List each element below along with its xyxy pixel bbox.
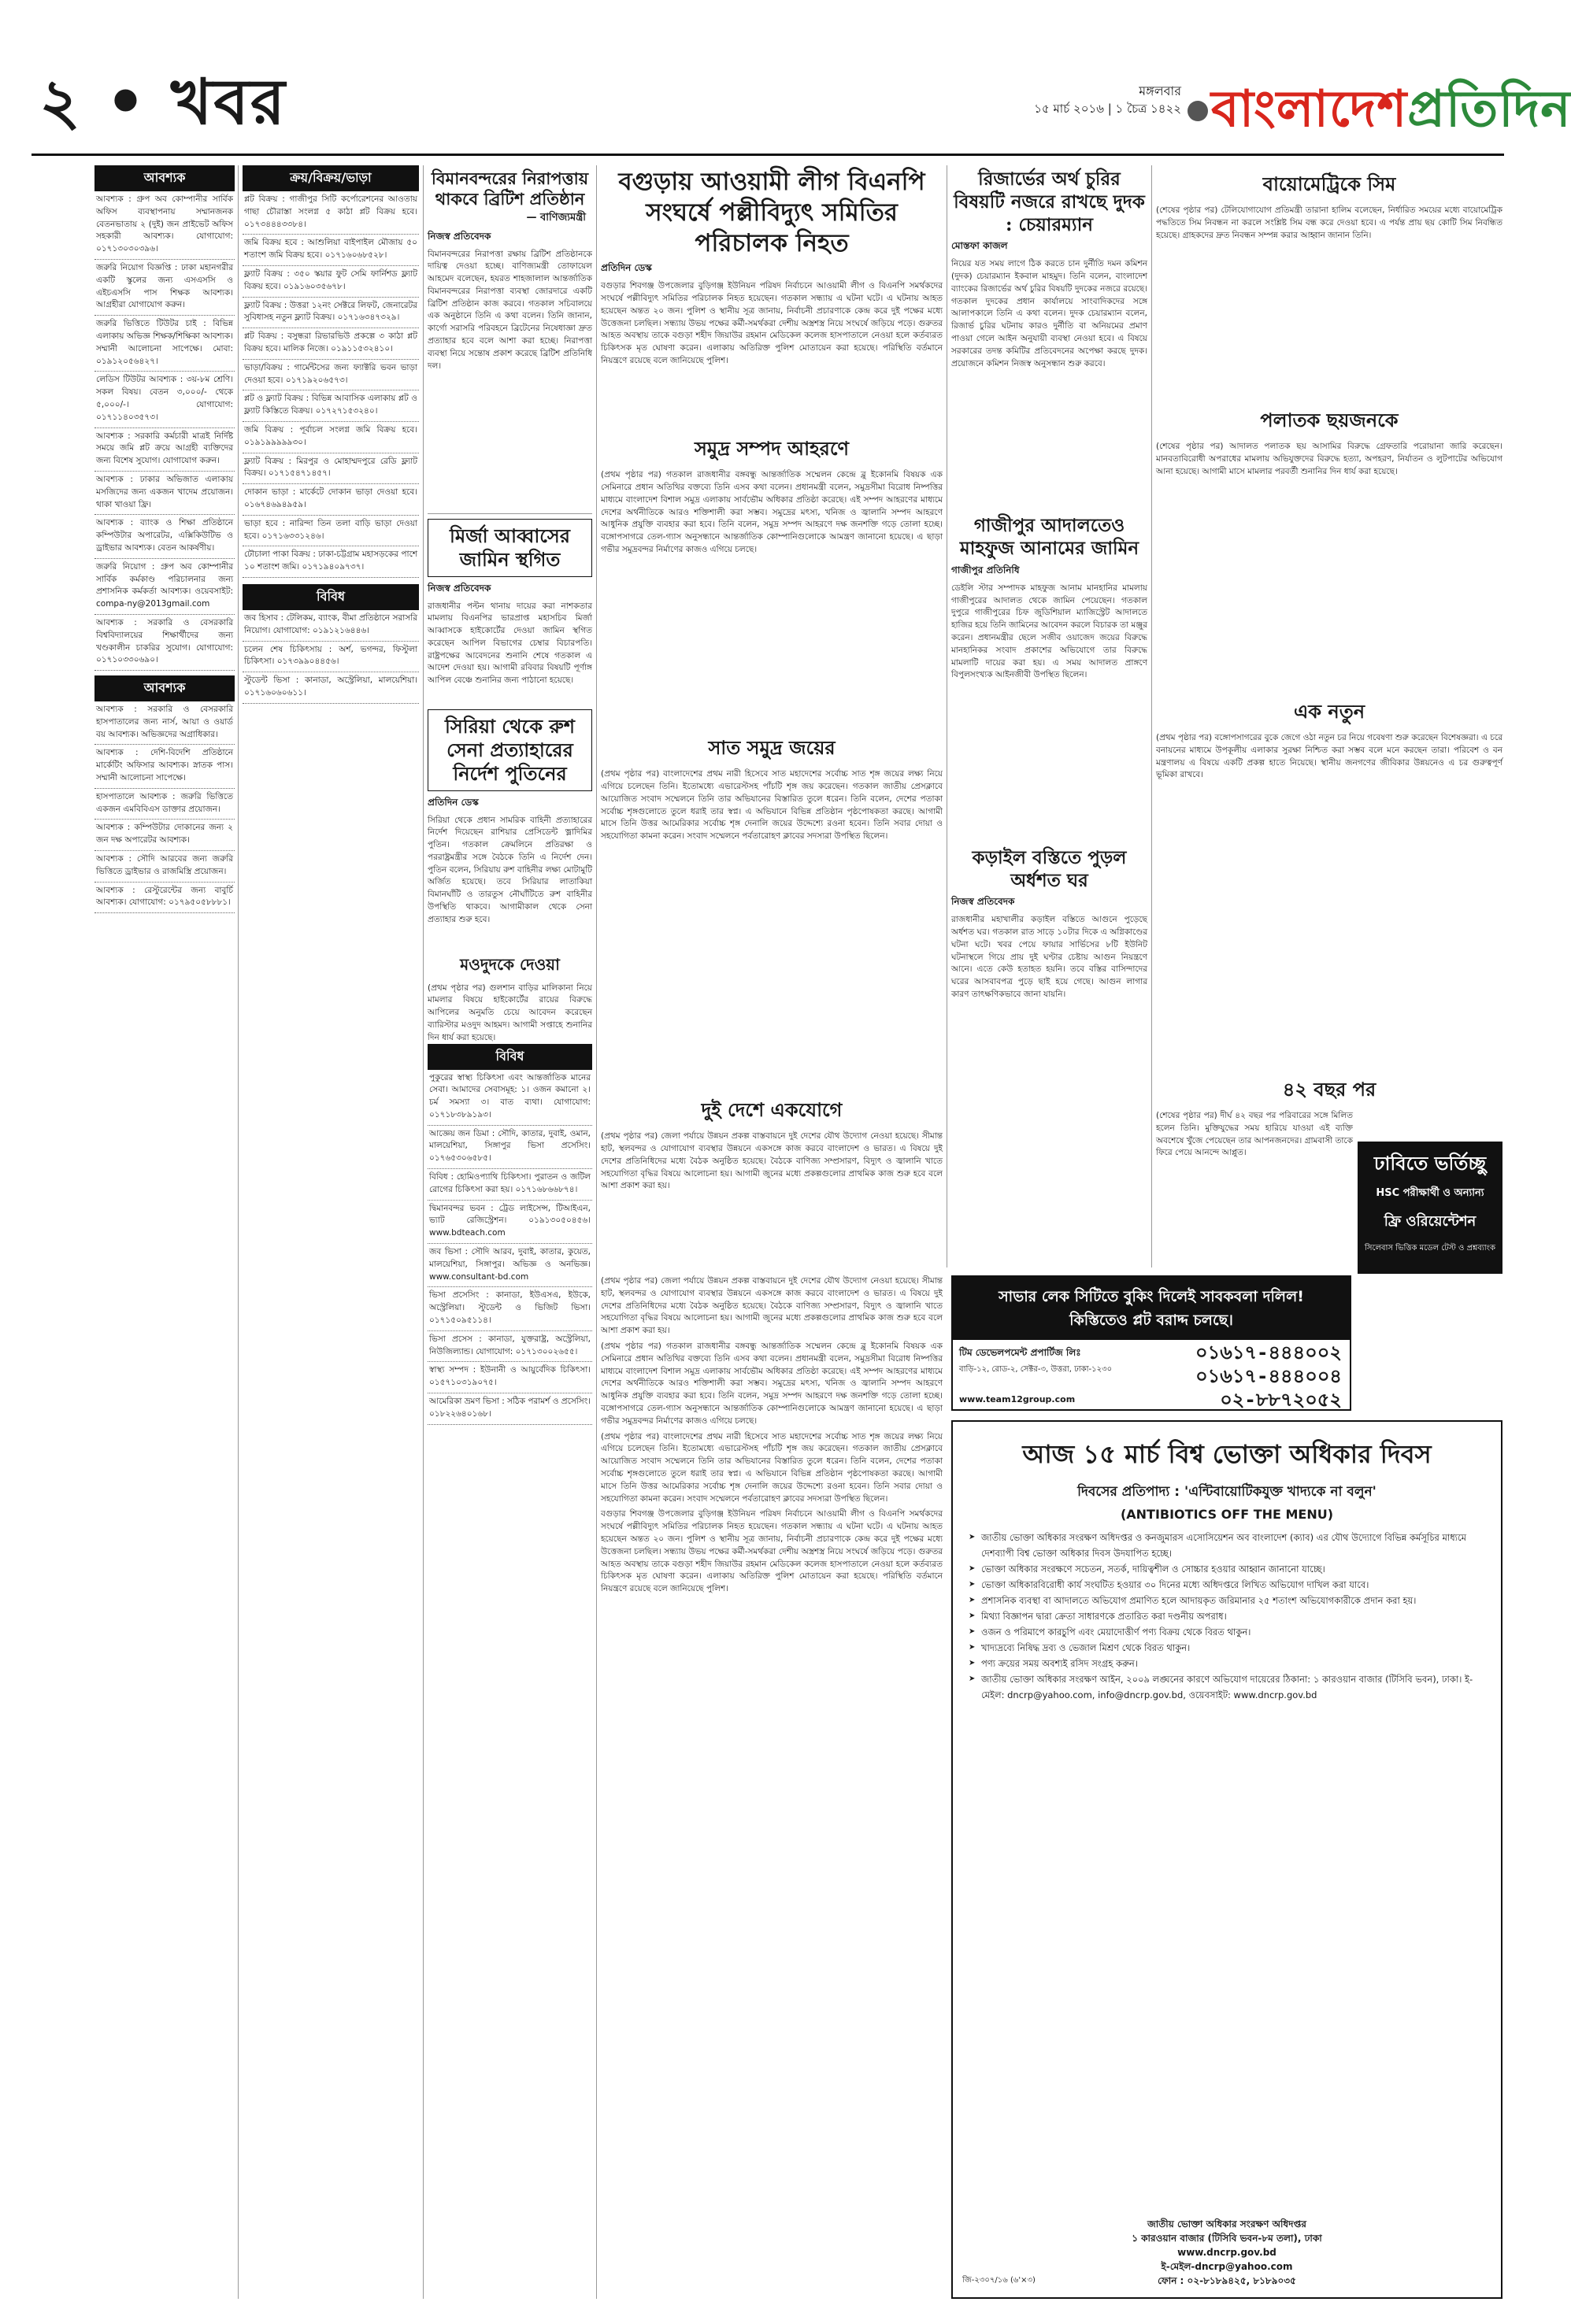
byline-bogura: প্রতিদিন ডেস্ক [601, 262, 652, 274]
realestate-ad: ফ্ল্যাট বিক্রয় : ৩৫০ স্কয়ার ফুট সেমি ফার্নিশড ফ্ল্যাট বিক্রয় হবে। ০১৯১৬০৩৫৬৭৮। [243, 266, 419, 298]
headline-mirza: মির্জা আব্বাসের জামিন স্থগিত [450, 524, 570, 571]
misc-ad: বিবিধ : হোমিওপ্যাথি চিকিৎসা। পুরাতন ও জটিল রোগের চিকিৎসা করা হয়। ০১৭১৬৮৬৬৮৭৪। [428, 1169, 592, 1201]
consumer-ad-title: আজ ১৫ মার্চ বিশ্ব ভোক্তা অধিকার দিবস [1022, 1439, 1432, 1469]
newspaper-logo [1211, 71, 1571, 155]
story-syria: সিরিয়া থেকে প্রধান সামরিক বাহিনী প্রত্যাহারের নির্দেশ দিয়েছেন রাশিয়ার প্রেসিডেন্ট ভ্লাদিমির পুতিন। গতকাল ক্রেমলিনে প্রতিরক্ষা ও পররাষ্ট্রমন্ত্রীর সঙ্গে বৈঠকে তিনি এ নির্দেশ দেন। পুতিন বলেন, সিরিয়ায় রুশ বাহিনীর লক্ষ্য মোটামুটি অর্জিত হয়েছে। তবে সিরিয়ার লাতাকিয়া বিমানঘাঁটি ও তারতুস নৌঘাঁটিতে রুশ বাহিনীর উপস্থিতি থাকবে। আগামীকাল থেকে সেনা প্রত্যাহার শুরু হবে। [428, 815, 592, 924]
consumer-ad-code: জি-২৩০৭/১৬ (৬'×৩) [962, 2276, 1036, 2285]
hsc-ad[interactable] [1358, 1142, 1502, 1274]
headline-reserve: রিজার্ভের অর্থ চুরির বিষয়টি নজরে রাখছে দুদক : চেয়ারম্যান [954, 168, 1145, 235]
story-two-countries: (প্রথম পৃষ্ঠার পর) জেলা পর্যায়ে উন্নয়ন প্রকল্প বাস্তবায়নে দুই দেশের যৌথ উদ্যোগ নেওয়া হয়েছে। সীমান্ত হাট, স্থলবন্দর ও যোগাযোগ ব্যবস্থার উন্নয়নে একসঙ্গে কাজ করবে বাংলাদেশ ও ভারত। এ বিষয়ে দুই দেশের প্রতিনিধিদের মধ্যে বৈঠক অনুষ্ঠিত হয়েছে। বৈঠকে বাণিজ্য সম্প্রসারণ, বিদ্যুৎ ও জ্বালানি খাতে সহযোগিতা বৃদ্ধির বিষয়ে আলোচনা হয়। আগামী জুনের মধ্যে প্রকল্পগুলোর প্রাথমিক কাজ শুরু হবে বলে আশা প্রকাশ করা হয়। [601, 1131, 943, 1191]
news-column-6 [1156, 165, 1502, 1252]
story-absconding: (শেষের পৃষ্ঠার পর) আদালত পলাতক ছয় আসামির বিরুদ্ধে গ্রেফতারি পরোয়ানা জারি করেছেন। মানবতাবিরোধী অপরাধের মামলায় অভিযুক্তদের বিরুদ্ধে হত্যা, অপহরণ, নির্যাতন ও লুটপাটের অভিযোগ আনা হয়েছে। আগামী মাসে মামলার পরবর্তী শুনানির দিন ধার্য করা হয়েছে। [1156, 442, 1502, 476]
consumer-ad-point: ➤ জাতীয় ভোক্তা অধিকার সংরক্ষণ আইন, ২০০৯ লঙ্ঘনের কারণে অভিযোগ দায়েরের ঠিকানা: ১ কারওয়ান বাজার (টিসিবি ভবন), ঢাকা। ই-মেইল: dncrp@yahoo.com, info@dncrp.gov.bd, ওয়েবসাইট: www.dncrp.gov.bd [969, 1671, 1485, 1703]
headline-korail: কড়াইল বস্তিতে পুড়ল অর্ধশত ঘর [972, 846, 1127, 891]
headline-seven-seas: সাত সমুদ্র জয়ের [708, 736, 836, 760]
headline-new: এক নতুন [1293, 700, 1365, 723]
realestate-ad: প্লট ও ফ্ল্যাট বিক্রয় : বিভিন্ন আবাসিক এলাকায় প্লট ও ফ্ল্যাট কিস্তিতে বিক্রয়। ০১৭২৭১৫৩২৪০। [243, 390, 419, 422]
headline-bogura: বগুড়ায় আওয়ামী লীগ বিএনপি সংঘর্ষে পল্লীবিদ্যুৎ সমিতির পরিচালক নিহত [618, 168, 925, 257]
classified-ad: হাসপাতালে আবশ্যক : জরুরি ভিত্তিতে একজন এমবিবিএস ডাক্তার প্রয়োজন। [94, 789, 235, 820]
realestate-column [243, 165, 419, 2299]
headline-sea: সমুদ্র সম্পদ আহরণে [694, 437, 850, 461]
story-seven-seas: (প্রথম পৃষ্ঠার পর) বাংলাদেশের প্রথম নারী হিসেবে সাত মহাদেশের সর্বোচ্চ সাত শৃঙ্গ জয়ের লক্ষ্য নিয়ে এগিয়ে চলেছেন তিনি। ইতোমধ্যে এভারেস্টসহ পাঁচটি শৃঙ্গ জয় করেছেন। গতকাল জাতীয় প্রেসক্লাবে আয়োজিত সংবাদ সম্মেলনে তিনি তার অভিযানের বিস্তারিত তুলে ধরেন। তিনি বলেন, দেশের পতাকা সর্বোচ্চ শৃঙ্গগুলোতে তুলে ধরাই তার স্বপ্ন। এ অভিযানে বিভিন্ন প্রতিষ্ঠান পৃষ্ঠপোষকতা করছে। আগামী মাসে তিনি উত্তর আমেরিকার সর্বোচ্চ শৃঙ্গ দেনালি জয়ের উদ্দেশ্যে রওনা হবেন। তিনি সবার দোয়া ও সহযোগিতা কামনা করেন। সংবাদ সম্মেলনে পর্বতারোহণ ক্লাবের সদস্যরা উপস্থিত ছিলেন। [601, 769, 943, 842]
headline-two-countries: দুই দেশে একযোগে [701, 1098, 843, 1122]
hsc-ad-title: ঢাবিতে ভর্তিচ্ছু [1373, 1153, 1487, 1175]
consumer-ad-email[interactable]: ই-মেইল-dncrp@yahoo.com [1161, 2261, 1293, 2272]
classified-ad: আবশ্যক : ব্যাংক ও শিক্ষা প্রতিষ্ঠানে কম্পিউটার অপারেটর, এক্সিকিউটিভ ও ড্রাইভার আবশ্যক। বেতন আকর্ষণীয়। [94, 515, 235, 558]
mirza-headline-box [428, 519, 592, 577]
logo-part2: প্রতিদিন [1407, 80, 1571, 139]
misc-ad: স্বাস্থ্য সম্পদ : ইউনানী ও আয়ুর্বেদিক চিকিৎসা। ০১৫৭১০৩১৯০৭৫। [428, 1362, 592, 1393]
savar-ad-address: বাড়ি-১২, রোড-২, সেক্টর-৩, উত্তরা, ঢাকা-১২৩০ [959, 1365, 1113, 1374]
news-column-lead [601, 165, 943, 1275]
story-bogura-continued: বগুড়ার শিবগঞ্জ উপজেলার বুড়িগঞ্জ ইউনিয়ন পরিষদ নির্বাচনে আওয়ামী লীগ ও বিএনপি সমর্থকদের সংঘর্ষে পল্লীবিদ্যুৎ সমিতির পরিচালক নিহত হয়েছেন। গতকাল সন্ধ্যায় এ ঘটনা ঘটে। এ ঘটনায় আহত হয়েছেন অন্তত ২০ জন। পুলিশ ও স্থানীয় সূত্র জানায়, নির্বাচনী প্রচারণাকে কেন্দ্র করে দুই পক্ষের মধ্যে উত্তেজনা চলছিল। সন্ধ্যায় উভয় পক্ষের কর্মী-সমর্থকরা দেশীয় অস্ত্রশস্ত্র নিয়ে সংঘর্ষে জড়িয়ে পড়ে। গুরুতর আহত অবস্থায় তাকে বগুড়া শহীদ জিয়াউর রহমান মেডিকেল কলেজ হাসপাতালে নেওয়া হলে কর্তব্যরত চিকিৎসক মৃত ঘোষণা করেন। এলাকায় অতিরিক্ত পুলিশ মোতায়েন করা হয়েছে। পরিস্থিতি বর্তমানে নিয়ন্ত্রণে রয়েছে বলে জানিয়েছে পুলিশ। [601, 1509, 943, 1594]
consumer-ad-address: ১ কারওয়ান বাজার (টিসিবি ভবন-৮ম তলা), ঢাকা [1132, 2233, 1322, 2244]
classified-list [94, 191, 235, 671]
classified-category-head-2: আবশ্যক [94, 675, 235, 701]
column-rule [596, 165, 597, 2299]
column-rule [238, 165, 239, 2299]
consumer-ad-point: ➤ ভোক্তা অধিকারবিরোধী কার্য সংঘটিত হওয়ার ৩০ দিনের মধ্যে অধিদপ্তরে লিখিত অভিযোগ দাখিল করা যাবে। [969, 1577, 1485, 1593]
consumer-ad-english-theme: (ANTIBIOTICS OFF THE MENU) [1120, 1507, 1334, 1522]
headline-syria: সিরিয়া থেকে রুশ সেনা প্রত্যাহারের নির্দেশ পুতিনের [445, 714, 575, 785]
consumer-ad-point: ➤ প্রশাসনিক ব্যবস্থা বা আদালতে অভিযোগ প্রমাণিত হলে আদায়কৃত জরিমানার ২৫ শতাংশ অভিযোগকারীকে প্রদান করা হয়। [969, 1593, 1485, 1608]
consumer-rights-day-ad [951, 1420, 1502, 2299]
realestate-list [243, 191, 419, 578]
classified-ad: আবশ্যক : গ্রুপ অব কোম্পানীর সার্বিক অফিস ব্যবস্থাপনায় সম্মানজনক বেতনভাতায় ২ (দুই) জন প্রাইভেট অফিস সহকারী আবশ্যক। যোগাযোগ: ০১৭১৩০৩০৩৯৬। [94, 191, 235, 260]
story-divider [428, 513, 592, 514]
misc-ad: স্টুডেন্ট ভিসা : কানাডা, অস্ট্রেলিয়া, মালয়েশিয়া। ০১৭১৬০৬০৬১১। [243, 672, 419, 704]
misc-list-2 [428, 1331, 592, 1425]
classified-list-2 [94, 701, 235, 913]
hsc-ad-subtitle: HSC পরীক্ষার্থী ও অন্যান্য [1376, 1187, 1484, 1199]
hsc-ad-orientation: ফ্রি ওরিয়েন্টেশন [1384, 1213, 1477, 1230]
consumer-ad-point: ➤ পণ্য ক্রয়ের সময় অবশ্যই রসিদ সংগ্রহ করুন। [969, 1656, 1485, 1671]
consumer-ad-point: ➤ মিথ্যা বিজ্ঞাপন দ্বারা ক্রেতা সাধারণকে প্রতারিত করা দণ্ডনীয় অপরাধ। [969, 1608, 1485, 1624]
byline-mahfuz: গাজীপুর প্রতিনিধি [951, 564, 1020, 575]
byline-airport: নিজস্ব প্রতিবেদক [428, 230, 491, 242]
consumer-ad-point: ➤ ভোক্তা অধিকার সংরক্ষণে সচেতন, সতর্ক, দায়িত্বশীল ও সোচ্চার হওয়ার আহ্বান জানানো যাচ্ছে। [969, 1561, 1485, 1577]
news-column-lead-continued [601, 1275, 943, 2299]
realestate-ad: ঢৌচালা পাকা বিক্রয় : ঢাকা-চট্টগ্রাম মহাসড়কের পাশে ১০ শতাংশ জমি। ০১৭১৯৪০৯৭৩৭। [243, 546, 419, 578]
consumer-ad-point: ➤ ওজন ও পরিমাপে কারচুপি এবং মেয়াদোত্তীর্ণ পণ্য বিক্রয় থেকে বিরত থাকুন। [969, 1624, 1485, 1640]
consumer-ad-phone: ফোন : ০২-৮১৮৯৪২৫, ৮১৮৯০৩৫ [1158, 2275, 1296, 2286]
classified-category-head: আবশ্যক [94, 165, 235, 191]
savar-ad-phone-3[interactable]: ০২-৮৮৭২০৫২ [1220, 1389, 1342, 1411]
logo-dot-icon [1188, 101, 1208, 121]
misc-category-head: বিবিধ [428, 1044, 592, 1070]
savar-ad-phone-1[interactable]: ০১৬১৭-৪৪৪০০২ [1195, 1341, 1342, 1364]
misc-ad: আমেরিকা ভ্রমণ ভিসা : সঠিক পরামর্শ ও প্রসেসিং। ০১৮২২৬৪০১৬৮। [428, 1393, 592, 1425]
realestate-ad: জমি বিক্রয় হবে : আশুলিয়া বাইপাইল মৌজায় ৫০ শতাংশ জমি বিক্রয় হবে। ০১৭১৬০৬৮৫২৮। [243, 235, 419, 266]
savar-ad-headline [953, 1277, 1350, 1340]
story-two-countries-continued: (প্রথম পৃষ্ঠার পর) জেলা পর্যায়ে উন্নয়ন প্রকল্প বাস্তবায়নে দুই দেশের যৌথ উদ্যোগ নেওয়া হয়েছে। সীমান্ত হাট, স্থলবন্দর ও যোগাযোগ ব্যবস্থার উন্নয়নে একসঙ্গে কাজ করবে বাংলাদেশ ও ভারত। এ বিষয়ে দুই দেশের প্রতিনিধিদের মধ্যে বৈঠক অনুষ্ঠিত হয়েছে। বৈঠকে বাণিজ্য সম্প্রসারণ, বিদ্যুৎ ও জ্বালানি খাতে সহযোগিতা বৃদ্ধির বিষয়ে আলোচনা হয়। আগামী জুনের মধ্যে প্রকল্পগুলোর প্রাথমিক কাজ শুরু হবে বলে আশা প্রকাশ করা হয়। [601, 1276, 943, 1336]
hsc-ad-note: সিলেবাস ভিত্তিক মডেল টেস্ট ও প্রশ্নব্যাংক [1365, 1244, 1495, 1253]
realestate-ad: ফ্ল্যাট বিক্রয় : উত্তরা ১২নং সেক্টরে লিফট, জেনারেটর সুবিধাসহ নতুন ফ্ল্যাট বিক্রয়। ০১৭১৬৩৪৭৩২৯। [243, 298, 419, 329]
classified-ad: জরুরি নিয়োগ বিজ্ঞপ্তি : ঢাকা মহানগরীর একটি স্কুলের জন্য এসএসসি ও এইচএসসি পাস শিক্ষক আবশ্যক। আগ্রহীরা যোগাযোগ করুন। [94, 260, 235, 316]
savar-ad-website[interactable]: www.team12group.com [959, 1394, 1076, 1404]
realestate-ad: ভাড়া হবে : নারিন্দা তিন তলা বাড়ি ভাড়া দেওয়া হবে। ০১৭১৬৩৩১২৪৬। [243, 516, 419, 547]
byline-korail: নিজস্ব প্রতিবেদক [951, 896, 1015, 908]
classified-ad: আবশ্যক : কম্পিউটার দোকানের জন্য ২ জন দক্ষ অপারেটর আবশ্যক। [94, 820, 235, 851]
consumer-ad-website[interactable]: www.dncrp.gov.bd [1177, 2247, 1276, 2258]
headline-absconding: পলাতক ছয়জনকে [1260, 409, 1399, 431]
headline-biometric: বায়োমেট্রিকে সিম [1262, 172, 1396, 195]
story-airport: বিমানবন্দরের নিরাপত্তা রক্ষায় ব্রিটিশ প্রতিষ্ঠানকে দায়িত্ব দেওয়া হচ্ছে। বাণিজ্যমন্ত্রী তোফায়েল আহমেদ বলেছেন, হযরত শাহজালাল আন্তর্জাতিক বিমানবন্দরের নিরাপত্তা ব্যবস্থা জোরদারে একটি ব্রিটিশ প্রতিষ্ঠান কাজ করবে। গতকাল সচিবালয়ে এক অনুষ্ঠানে তিনি এ কথা বলেন। তিনি জানান, কার্গো সরাসরি পরিবহনে ব্রিটেনের নিষেধাজ্ঞা দ্রুত প্রত্যাহার হবে বলে আশা করা হচ্ছে। নিরাপত্তা ব্যবস্থা নিয়ে সন্তোষ প্রকাশ করেছে ব্রিটিশ প্রতিনিধি দল। [428, 249, 592, 371]
classified-ad: আবশ্যক : ঢাকার অভিজাত এলাকায় মসজিদের জন্য একজন খাদেম প্রয়োজন। থাকা খাওয়া ফ্রি। [94, 472, 235, 515]
classified-ad: জরুরি ভিত্তিতে টিউটর চাই : বিভিন্ন এলাকায় অভিজ্ঞ শিক্ষক/শিক্ষিকা আবশ্যক। সম্মানী আলোচনা সাপেক্ষে। মোবা: ০১৯১২০৫৬৪২৭। [94, 316, 235, 372]
classified-ad: আবশ্যক : সরকারি ও বেসরকারি হাসপাতালের জন্য নার্স, আয়া ও ওয়ার্ড বয় আবশ্যক। অভিজ্ঞদের অগ্রাধিকার। [94, 701, 235, 745]
consumer-ad-theme: দিবসের প্রতিপাদ্য : 'এন্টিবায়োটিকযুক্ত খাদ্যকে না বলুন' [1077, 1484, 1376, 1500]
savar-ad-headline-2: কিস্তিতেও প্লট বরাদ্দ চলছে। [1069, 1312, 1233, 1329]
classified-ad: আবশ্যক : রেস্টুরেন্টের জন্য বাবুর্চি আবশ্যক। যোগাযোগ: ০১৭৯৫০৫৮৮৮১। [94, 883, 235, 914]
misc-list [428, 1070, 592, 1331]
realestate-ad: ভাড়া/বিক্রয় : গার্মেন্টসের জন্য ফ্যাক্টরি ভবন ভাড়া দেওয়া হবে। ০১৭১৯২০৬৫৭৩। [243, 360, 419, 391]
realestate-category-head: ক্রয়/বিক্রয়/ভাড়া [243, 165, 419, 191]
story-mirza: রাজধানীর পল্টন থানায় দায়ের করা নাশকতার মামলায় বিএনপির ভারপ্রাপ্ত মহাসচিব মির্জা আব্বাসকে হাইকোর্টের দেওয়া জামিন স্থগিত করেছেন আপিল বিভাগের চেম্বার বিচারপতি। রাষ্ট্রপক্ষের আবেদনের শুনানি শেষে গতকাল এ আদেশ দেওয়া হয়। আগামী রবিবার বিষয়টি পূর্ণাঙ্গ আপিল বেঞ্চে শুনানির জন্য পাঠানো হয়েছে। [428, 601, 592, 686]
masthead [0, 0, 1571, 157]
realestate-ad: প্লট বিক্রয় : বসুন্ধরা রিভারভিউ প্রকল্পে ৩ কাঠা প্লট বিক্রয় হবে। মালিক নিজে। ০১৯১১৫৩২৪১০। [243, 328, 419, 360]
issue-date [992, 83, 1181, 117]
issue-day: মঙ্গলবার [1139, 83, 1181, 98]
savar-lake-city-ad[interactable] [951, 1275, 1351, 1411]
story-42-years: (শেষের পৃষ্ঠার পর) দীর্ঘ ৪২ বছর পর পরিবারের সঙ্গে মিলিত হলেন তিনি। মুক্তিযুদ্ধের সময় হারিয়ে যাওয়া এই ব্যক্তি অবশেষে খুঁজে পেয়েছেন তার আপনজনদের। গ্রামবাসী তাকে ফিরে পেয়ে আনন্দে আপ্লুত। [1156, 1111, 1353, 1158]
story-seven-seas-continued: (প্রথম পৃষ্ঠার পর) বাংলাদেশের প্রথম নারী হিসেবে সাত মহাদেশের সর্বোচ্চ সাত শৃঙ্গ জয়ের লক্ষ্য নিয়ে এগিয়ে চলেছেন তিনি। ইতোমধ্যে এভারেস্টসহ পাঁচটি শৃঙ্গ জয় করেছেন। গতকাল জাতীয় প্রেসক্লাবে আয়োজিত সংবাদ সম্মেলনে তিনি তার অভিযানের বিস্তারিত তুলে ধরেন। তিনি বলেন, দেশের পতাকা সর্বোচ্চ শৃঙ্গগুলোতে তুলে ধরাই তার স্বপ্ন। এ অভিযানে বিভিন্ন প্রতিষ্ঠান পৃষ্ঠপোষকতা করছে। আগামী মাসে তিনি উত্তর আমেরিকার সর্বোচ্চ শৃঙ্গ দেনালি জয়ের উদ্দেশ্যে রওনা হবেন। তিনি সবার দোয়া ও সহযোগিতা কামনা করেন। সংবাদ সম্মেলনে পর্বতারোহণ ক্লাবের সদস্যরা উপস্থিত ছিলেন। [601, 1431, 943, 1504]
realestate-misc-head: বিবিধ [243, 584, 419, 610]
story-biometric: (শেষের পৃষ্ঠার পর) টেলিযোগাযোগ প্রতিমন্ত্রী তারানা হালিম বলেছেন, নির্ধারিত সময়ের মধ্যে বায়োমেট্রিক পদ্ধতিতে সিম নিবন্ধন না করলে সংশ্লিষ্ট সিম বন্ধ করে দেওয়া হবে। এ পর্যন্ত প্রায় ছয় কোটি সিম নিবন্ধিত হয়েছে। গ্রাহকদের দ্রুত নিবন্ধন সম্পন্ন করার আহ্বান জানান তিনি। [1156, 205, 1502, 240]
classified-ad: আবশ্যক : সৌদি আরবের জন্য জরুরি ভিত্তিতে ড্রাইভার ও রাজমিস্ত্রি প্রয়োজন। [94, 851, 235, 883]
realestate-misc-list [243, 610, 419, 704]
byline-syria: প্রতিদিন ডেস্ক [428, 796, 479, 808]
savar-ad-headline-1: সাভার লেক সিটিতে বুকিং দিলেই সাবকবলা দলিল! [999, 1288, 1304, 1305]
issue-date-text: ১৫ মার্চ ২০১৬ | ১ চৈত্র ১৪২২ [1034, 102, 1181, 116]
column-rule [1151, 165, 1152, 1267]
story-sea-continued: (প্রথম পৃষ্ঠার পর) গতকাল রাজধানীর বঙ্গবন্ধু আন্তর্জাতিক সম্মেলন কেন্দ্রে ব্লু ইকোনমি বিষয়ক এক সেমিনারে প্রধান অতিথির বক্তব্যে তিনি এসব কথা বলেন। প্রধানমন্ত্রী বলেন, সমুদ্রসীমা বিরোধ নিষ্পত্তির মাধ্যমে বাংলাদেশ বিশাল সমুদ্র এলাকায় সার্বভৌম অধিকার প্রতিষ্ঠা করেছে। এই সম্পদ আহরণের মাধ্যমে দেশের অর্থনীতিকে আরও শক্তিশালী করা সম্ভব। সমুদ্রের মৎস্য, খনিজ ও জ্বালানি সম্পদ আহরণে আধুনিক প্রযুক্তি ব্যবহার করা হবে। তিনি বলেন, সমুদ্র সম্পদ আহরণে দক্ষ জনশক্তি গড়ে তোলা হচ্ছে। বঙ্গোপসাগরে তেল-গ্যাস অনুসন্ধানে আন্তর্জাতিক কোম্পানিগুলোকে আমন্ত্রণ জানানো হয়েছে। এ ছাড়া গভীর সমুদ্রবন্দর নির্মাণের কাজও এগিয়ে চলছে। [601, 1341, 943, 1426]
classified-ad: আবশ্যক : সরকারি ও বেসরকারি বিশ্ববিদ্যালয়ের শিক্ষার্থীদের জন্য খণ্ডকালীন চাকরির সুযোগ। যোগাযোগ: ০১৭১০৩৩০৬৯০। [94, 615, 235, 671]
story-new: (প্রথম পৃষ্ঠার পর) বঙ্গোপসাগরের বুকে জেগে ওঠা নতুন চর নিয়ে গবেষণা শুরু করেছেন বিশেষজ্ঞরা। এ চরে বনায়নের মাধ্যমে উপকূলীয় এলাকার সুরক্ষা নিশ্চিত করা সম্ভব বলে মনে করছেন তারা। পরিবেশ ও বন মন্ত্রণালয় এ বিষয়ে একটি প্রকল্প হাতে নিয়েছে। স্থানীয় জনগণের জীবিকার উন্নয়নেও এ চর গুরুত্বপূর্ণ ভূমিকা রাখবে। [1156, 733, 1502, 780]
consumer-ad-point: ➤ খাদ্যদ্রব্যে নিষিদ্ধ দ্রব্য ও ভেজাল মিশ্রণ থেকে বিরত থাকুন। [969, 1640, 1485, 1656]
realestate-ad: ফ্ল্যাট বিক্রয় : মিরপুর ও মোহাম্মদপুরে রেডি ফ্ল্যাট বিক্রয়। ০১৭১৫৪৭১৪৫৭। [243, 453, 419, 485]
headline-42-years: ৪২ বছর পর [1282, 1078, 1376, 1101]
story-sea: (প্রথম পৃষ্ঠার পর) গতকাল রাজধানীর বঙ্গবন্ধু আন্তর্জাতিক সম্মেলন কেন্দ্রে ব্লু ইকোনমি বিষয়ক এক সেমিনারে প্রধান অতিথির বক্তব্যে তিনি এসব কথা বলেন। প্রধানমন্ত্রী বলেন, সমুদ্রসীমা বিরোধ নিষ্পত্তির মাধ্যমে বাংলাদেশ বিশাল সমুদ্র এলাকায় সার্বভৌম অধিকার প্রতিষ্ঠা করেছে। এই সম্পদ আহরণের মাধ্যমে দেশের অর্থনীতিকে আরও শক্তিশালী করা সম্ভব। সমুদ্রের মৎস্য, খনিজ ও জ্বালানি সম্পদ আহরণে আধুনিক প্রযুক্তি ব্যবহার করা হবে। তিনি বলেন, সমুদ্র সম্পদ আহরণে দক্ষ জনশক্তি গড়ে তোলা হচ্ছে। বঙ্গোপসাগরে তেল-গ্যাস অনুসন্ধানে আন্তর্জাতিক কোম্পানিগুলোকে আমন্ত্রণ জানানো হয়েছে। এ ছাড়া গভীর সমুদ্রবন্দর নির্মাণের কাজও এগিয়ে চলছে। [601, 470, 943, 555]
consumer-ad-points [953, 1530, 1501, 1703]
headline-airport-source: — বাণিজ্যমন্ত্রী [526, 211, 586, 224]
classified-ad: আবশ্যক : সরকারি কর্মচারী মাত্রই নির্দিষ্ট সময়ে জমি প্লট ক্রয়ে আগ্রহী ব্যক্তিদের জন্য বিশেষ সুযোগ। যোগাযোগ করুন। [94, 428, 235, 472]
misc-ad: ভিসা প্রসেসিং : কানাডা, ইউএসএ, ইউকে, অস্ট্রেলিয়া। স্টুডেন্ট ও ভিজিট ভিসা। ০১৭১৫০৯৫১১৪। [428, 1287, 592, 1330]
headline-airport: বিমানবন্দরের নিরাপত্তায় থাকবে ব্রিটিশ প্রতিষ্ঠান [431, 168, 589, 209]
classified-ad: আবশ্যক : দেশি-বিদেশি প্রতিষ্ঠানে মার্কেটিং অফিসার আবশ্যক। স্নাতক পাস। সম্মানী আলোচনা সাপেক্ষে। [94, 745, 235, 788]
savar-ad-phone-2[interactable]: ০১৬১৭-৪৪৪০০৪ [1195, 1365, 1342, 1387]
misc-ad: আজ্ঞেয় জন ডিমা : সৌদি, কাতার, দুবাই, ওমান, মালয়েশিয়া, সিঙ্গাপুর ভিসা প্রসেসিং। ০১৭৬৫৩০৬৫৮৫। [428, 1126, 592, 1169]
syria-headline-box [428, 709, 592, 791]
realestate-ad: জমি বিক্রয় : পূর্বাচল সংলগ্ন জমি বিক্রয় হবে। ০১৯১৯৯৯৯৯৩০। [243, 422, 419, 453]
masthead-rule [31, 154, 1504, 156]
story-bogura: বগুড়ার শিবগঞ্জ উপজেলার বুড়িগঞ্জ ইউনিয়ন পরিষদ নির্বাচনে আওয়ামী লীগ ও বিএনপি সমর্থকদের সংঘর্ষে পল্লীবিদ্যুৎ সমিতির পরিচালক নিহত হয়েছেন। গতকাল সন্ধ্যায় এ ঘটনা ঘটে। এ ঘটনায় আহত হয়েছেন অন্তত ২০ জন। পুলিশ ও স্থানীয় সূত্র জানায়, নির্বাচনী প্রচারণাকে কেন্দ্র করে দুই পক্ষের মধ্যে উত্তেজনা চলছিল। সন্ধ্যায় উভয় পক্ষের কর্মী-সমর্থকরা দেশীয় অস্ত্রশস্ত্র নিয়ে সংঘর্ষে জড়িয়ে পড়ে। গুরুতর আহত অবস্থায় তাকে বগুড়া শহীদ জিয়াউর রহমান মেডিকেল কলেজ হাসপাতালে নেওয়া হলে কর্তব্যরত চিকিৎসক মৃত ঘোষণা করেন। এলাকায় অতিরিক্ত পুলিশ মোতায়েন করা হয়েছে। পরিস্থিতি বর্তমানে নিয়ন্ত্রণে রয়েছে বলে জানিয়েছে পুলিশ। [601, 281, 943, 366]
story-reserve: নিয়ের যত সময় লাগে ঠিক করতে চান দুর্নীতি দমন কমিশন (দুদক) চেয়ারম্যান ইকবাল মাহমুদ। তিনি বলেন, বাংলাদেশ ব্যাংকের রিজার্ভের অর্থ চুরির বিষয়টি দুদকের নজরে রয়েছে। গতকাল দুদকের প্রধান কার্যালয়ে সাংবাদিকদের সঙ্গে আলাপকালে তিনি এ কথা বলেন। দুদক চেয়ারম্যান বলেন, রিজার্ভ চুরির ঘটনায় কারও দুর্নীতি বা অনিয়মের প্রমাণ পাওয়া গেলে আইন অনুযায়ী ব্যবস্থা নেওয়া হবে। এ বিষয়ে সরকারের তদন্ত কমিটির প্রতিবেদনের অপেক্ষা করছে দুদক। প্রয়োজনে কমিশন নিজস্ব অনুসন্ধান শুরু করবে। [951, 259, 1147, 368]
logo-part1: বাংলাদেশ [1211, 80, 1408, 139]
story-mawdood: (প্রথম পৃষ্ঠার পর) গুলশান বাড়ির মালিকানা নিয়ে মামলার বিষয়ে হাইকোর্টের রায়ের বিরুদ্ধে আপিলের অনুমতি চেয়ে আবেদন করেছেন ব্যারিস্টার মওদুদ আহমদ। আগামী সপ্তাহে শুনানির দিন ধার্য করা হয়েছে। [428, 983, 592, 1042]
classified-ad: জরুরি নিয়োগ : গ্রুপ অব কোম্পানীর সার্বিক কর্মকাণ্ড পরিচালনার জন্য প্রশাসনিক কর্মকর্তা আবশ্যক। ওয়েবসাইট: compa-ny@2013gmail.com [94, 559, 235, 615]
story-korail: রাজধানীর মহাখালীর কড়াইল বস্তিতে আগুনে পুড়েছে অর্ধশত ঘর। গতকাল রাত সাড়ে ১০টার দিকে এ অগ্নিকাণ্ডের ঘটনা ঘটে। খবর পেয়ে ফায়ার সার্ভিসের ৮টি ইউনিট ঘটনাস্থলে গিয়ে প্রায় দুই ঘণ্টার চেষ্টায় আগুন নিয়ন্ত্রণে আনে। এতে কেউ হতাহত হয়নি। তবে বস্তির বাসিন্দাদের ঘরের আসবাবপত্র পুড়ে ছাই হয়ে গেছে। আগুন লাগার কারণ তাৎক্ষণিকভাবে জানা যায়নি। [951, 915, 1147, 1000]
classified-ad: লেডিস টিউটর আবশ্যক : ৩য়-৮ম শ্রেণি। সকল বিষয়। বেতন ৩,০০০/- থেকে ৫,০০০/-। যোগাযোগ: ০১৭১১৪০৩৫৭৩। [94, 372, 235, 427]
column-rule [423, 165, 424, 2299]
story-mahfuz: ডেইলি স্টার সম্পাদক মাহফুজ আনাম মানহানির মামলায় গাজীপুরের আদালত থেকে জামিন পেয়েছেন। গতকাল দুপুরে গাজীপুরের চিফ জুডিশিয়াল ম্যাজিস্ট্রেট আদালতে হাজির হয়ে তিনি জামিনের আবেদন করলে বিচারক তা মঞ্জুর করেন। প্রধানমন্ত্রীর ছেলে সজীব ওয়াজেদ জয়ের বিরুদ্ধে মানহানিকর সংবাদ প্রকাশের অভিযোগে তার বিরুদ্ধে মামলাটি দায়ের করা হয়। এ সময় আদালত প্রাঙ্গণে বিপুলসংখ্যক আইনজীবী উপস্থিত ছিলেন। [951, 583, 1147, 680]
savar-ad-company: টিম ডেভেলপমেন্ট প্রপার্টিজ লিঃ [959, 1347, 1081, 1358]
consumer-ad-point: ➤ জাতীয় ভোক্তা অধিকার সংরক্ষণ অধিদপ্তর ও কনজুমারস এসোসিয়েশন অব বাংলাদেশ (ক্যাব) এর যৌথ উদ্যোগে বিভিন্ন কর্মসূচির মাধ্যমে দেশব্যাপী বিশ্ব ভোক্তা অধিকার দিবস উদযাপিত হচ্ছে। [969, 1530, 1485, 1561]
misc-ad: জব হিসাব : টেলিকম, ব্যাংক, বীমা প্রতিষ্ঠানে সরাসরি নিয়োগ। যোগাযোগ: ০১৯১২১৬৪৪৬। [243, 610, 419, 642]
headline-mahfuz: গাজীপুর আদালতেও মাহফুজ আনামের জামিন [959, 515, 1139, 559]
headline-mawdood: মওদুদকে দেওয়া [460, 954, 560, 974]
realestate-ad: দোকান ভাড়া : মার্কেটে দোকান ভাড়া দেওয়া হবে। ০১৬৭৪৬৯৪৯৫৯। [243, 484, 419, 516]
news-column-5 [951, 165, 1147, 1267]
byline-reserve: মোস্তফা কাজল [951, 240, 1008, 252]
misc-ad: জব ভিসা : সৌদি আরব, দুবাই, কাতার, কুয়েত, মালয়েশিয়া, সিঙ্গাপুর। অভিজ্ঞ ও অনভিজ্ঞ। www.consultant-bd.com [428, 1244, 592, 1287]
byline-mirza: নিজস্ব প্রতিবেদক [428, 582, 491, 594]
realestate-ad: প্লট বিক্রয় : গাজীপুর সিটি কর্পোরেশনের আওতায় গাছা চৌরাস্তা সংলগ্ন ৫ কাঠা প্লট বিক্রয় হবে। ০১৭৩৪৪৪৩৩৮৪। [243, 191, 419, 235]
misc-ad: পুকুরের স্বাস্থ্য চিকিৎসা এবং আন্তর্জাতিক মানের সেবা। আমাদের সেবাসমূহ: ১। ওজন কমানো ২। চর্ম সমস্যা ৩। বাত ব্যথা। যোগাযোগ: ০১৭১৮৩৮৯১৯৩। [428, 1070, 592, 1126]
page-label: ২ • খবর [39, 65, 287, 139]
misc-ad: দ্বিমানবন্দর ভবন : ট্রেড লাইসেন্স, টিআইএন, ভ্যাট রেজিস্ট্রেশন। ০১৯১৩০৫০৪৫৬। www.bdteach.com [428, 1201, 592, 1244]
misc-ad: ভিসা প্রসেস : কানাডা, যুক্তরাষ্ট্র, অস্ট্রেলিয়া, নিউজিল্যান্ড। যোগাযোগ: ০১৭১৩০০২৬৫৫। [428, 1331, 592, 1363]
consumer-ad-org: জাতীয় ভোক্তা অধিকার সংরক্ষণ অধিদপ্তর [1147, 2219, 1306, 2230]
classifieds-column [94, 165, 235, 2299]
misc-ad: চলেন শেষ চিকিৎসায় : অর্শ, ভগন্দর, ফিস্টুলা চিকিৎসা। ০১৭৩৯৯০৪৪৫৬। [243, 642, 419, 673]
news-column-3 [428, 165, 592, 2299]
